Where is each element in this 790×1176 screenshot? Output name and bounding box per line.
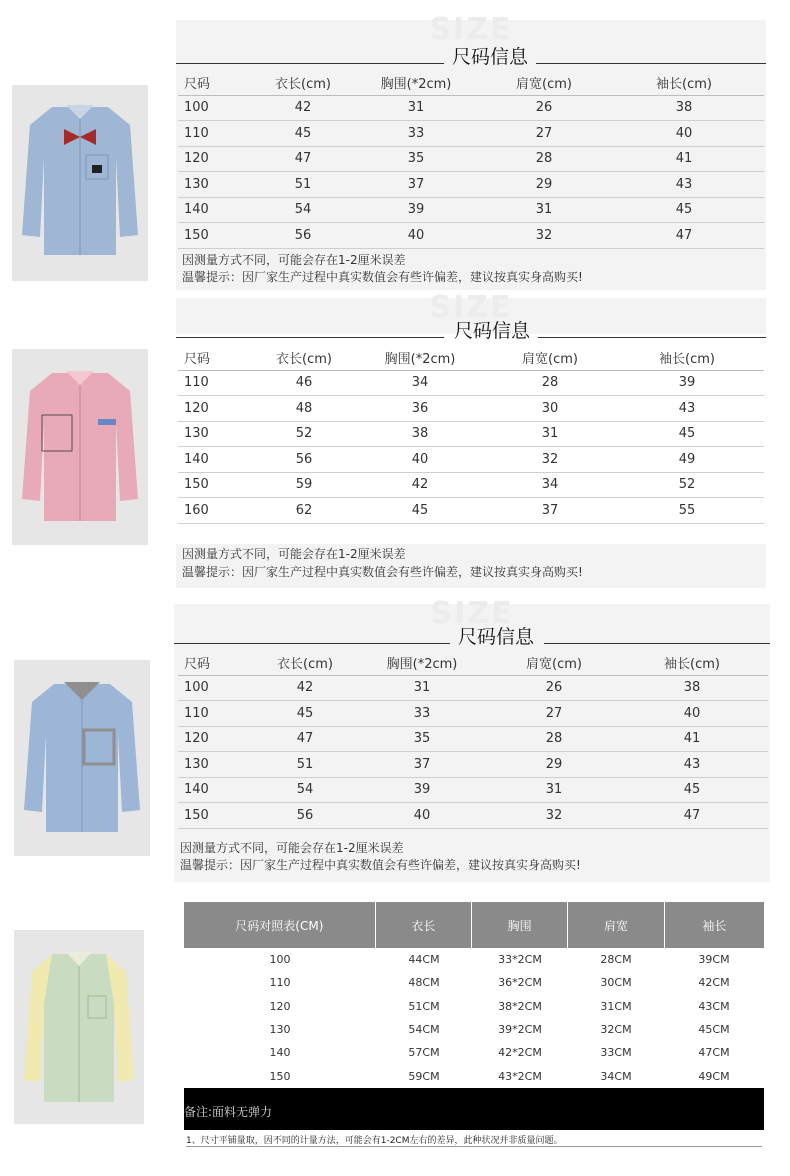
cell: 45CM (698, 1023, 730, 1037)
cell: 27 (484, 121, 604, 147)
size-block-1 (176, 12, 766, 290)
cell: 42 (350, 472, 490, 498)
size-table (178, 70, 764, 249)
cell: 150 (178, 472, 258, 498)
cell: 39 (610, 370, 764, 396)
cell: 57CM (408, 1046, 440, 1060)
size-title: 尺码信息 (454, 320, 531, 342)
cell: 38 (350, 421, 490, 447)
shirt-illustration (12, 85, 148, 281)
header-cell: 衣长(cm) (258, 650, 352, 675)
cell: 51 (258, 172, 348, 198)
cell: 48 (258, 396, 350, 422)
table-row (184, 1064, 764, 1087)
measurement-note: 因测量方式不同，可能会存在1-2厘米误差 (182, 253, 406, 267)
blue-shirt-bowtie-photo (12, 85, 148, 281)
size-watermark: SIZE (429, 12, 513, 47)
cell: 28 (492, 726, 616, 752)
cell: 37 (348, 172, 484, 198)
cell: 29 (492, 752, 616, 778)
header-cell: 肩宽 (568, 902, 664, 948)
cell: 51CM (408, 999, 440, 1013)
table-row (178, 197, 764, 223)
table-row (178, 172, 764, 198)
size-block-4 (184, 902, 764, 1158)
cell: 130 (178, 172, 258, 198)
cell: 40 (616, 701, 768, 727)
tip-note: 温馨提示：因厂家生产过程中真实数值会有些许偏差，建议按真实身高购买! (182, 565, 583, 579)
cell: 47CM (698, 1046, 730, 1060)
cell: 150 (269, 1069, 291, 1083)
cell: 47 (604, 223, 764, 249)
cell: 35 (348, 146, 484, 172)
size-block-3 (174, 596, 770, 882)
cell: 28 (484, 146, 604, 172)
cell: 30 (490, 396, 610, 422)
header-cell: 胸围(*2cm) (352, 650, 492, 675)
cell: 36 (350, 396, 490, 422)
table-row (178, 95, 764, 121)
cell: 31 (490, 421, 610, 447)
table-row (178, 726, 768, 752)
cell: 100 (178, 675, 258, 701)
cell: 55 (610, 498, 764, 524)
header-cell: 胸围(*2cm) (350, 345, 490, 370)
table-row (178, 777, 768, 803)
cell: 42 (258, 675, 352, 701)
table-row (178, 121, 764, 147)
cell: 43 (610, 396, 764, 422)
header-cell: 胸围(*2cm) (348, 70, 484, 95)
cell: 40 (348, 223, 484, 249)
cell: 59 (258, 472, 350, 498)
cell: 140 (178, 777, 258, 803)
cell: 46 (258, 370, 350, 396)
cell: 30CM (600, 976, 632, 990)
cell: 31 (352, 675, 492, 701)
table-row (178, 146, 764, 172)
cell: 33*2CM (498, 953, 542, 967)
cell: 140 (269, 1046, 291, 1060)
measurement-note: 因测量方式不同，可能会存在1-2厘米误差 (182, 547, 406, 561)
cell: 54CM (408, 1023, 440, 1037)
cell: 47 (258, 726, 352, 752)
size-watermark: SIZE (430, 596, 514, 631)
cell: 100 (178, 95, 258, 121)
cell: 130 (269, 1023, 291, 1037)
cell: 41 (604, 146, 764, 172)
cell: 31 (348, 95, 484, 121)
size-watermark: SIZE (429, 290, 513, 325)
cell: 36*2CM (498, 976, 542, 990)
cell: 160 (178, 498, 258, 524)
table-row (184, 971, 764, 994)
cell: 42 (258, 95, 348, 121)
cell: 26 (492, 675, 616, 701)
cell: 41 (616, 726, 768, 752)
cell: 33CM (600, 1046, 632, 1060)
table-row (178, 421, 764, 447)
measurement-footnote: 1、尺寸平铺量取，因不同的计量方法，可能会有1-2CM左右的差异，此种状况并非质量问题。 (186, 1133, 762, 1147)
cell: 34CM (600, 1069, 632, 1083)
table-row (178, 447, 764, 473)
header-cell: 胸围 (472, 902, 568, 948)
tip-note: 温馨提示：因厂家生产过程中真实数值会有些许偏差，建议按真实身高购买! (182, 270, 583, 284)
size-table (178, 345, 764, 524)
cell: 120 (178, 146, 258, 172)
table-header-row (178, 650, 768, 675)
cell: 56 (258, 223, 348, 249)
header-cell: 衣长(cm) (258, 345, 350, 370)
cell: 120 (178, 396, 258, 422)
header-cell: 袖长(cm) (610, 345, 764, 370)
cell: 130 (178, 421, 258, 447)
cell: 52 (258, 421, 350, 447)
fabric-remark: 备注:面料无弹力 (184, 1105, 273, 1119)
cell: 39 (348, 197, 484, 223)
cell: 43CM (698, 999, 730, 1013)
header-cell: 尺码 (178, 70, 258, 95)
cell: 45 (616, 777, 768, 803)
cell: 39 (352, 777, 492, 803)
table-row (184, 1018, 764, 1041)
cell: 56 (258, 803, 352, 829)
shirt-illustration (12, 349, 148, 545)
cell: 38 (604, 95, 764, 121)
table-header-row (178, 70, 764, 95)
remark-bar (184, 1088, 764, 1130)
cell: 45 (350, 498, 490, 524)
cell: 54 (258, 777, 352, 803)
header-cell: 衣长(cm) (258, 70, 348, 95)
table-row (178, 701, 768, 727)
table-row (178, 752, 768, 778)
header-cell: 肩宽(cm) (492, 650, 616, 675)
cell: 42CM (698, 976, 730, 990)
cell: 110 (269, 976, 291, 990)
cell: 31CM (600, 999, 632, 1013)
cell: 45 (258, 701, 352, 727)
table-row (184, 948, 764, 971)
table-header-row (178, 345, 764, 370)
cell: 39*2CM (498, 1023, 542, 1037)
table-row (178, 223, 764, 249)
cell: 34 (350, 370, 490, 396)
cell: 35 (352, 726, 492, 752)
cell: 52 (610, 472, 764, 498)
size-chart-header (184, 902, 764, 948)
header-cell: 袖长 (702, 918, 727, 933)
cell: 34 (490, 472, 610, 498)
cell: 43 (616, 752, 768, 778)
table-row (184, 995, 764, 1018)
header-cell: 袖长(cm) (604, 70, 764, 95)
cell: 56 (258, 447, 350, 473)
cell: 40 (350, 447, 490, 473)
cell: 54 (258, 197, 348, 223)
cell: 110 (178, 370, 258, 396)
cell: 31 (484, 197, 604, 223)
header-cell: 肩宽(cm) (490, 345, 610, 370)
cell: 32 (490, 447, 610, 473)
cell: 29 (484, 172, 604, 198)
cell: 27 (492, 701, 616, 727)
shirt-illustration (14, 660, 150, 856)
cell: 49 (610, 447, 764, 473)
cell: 37 (352, 752, 492, 778)
table-row (184, 1041, 764, 1064)
table-row (178, 803, 768, 829)
header-cell: 袖长(cm) (616, 650, 768, 675)
cell: 150 (178, 803, 258, 829)
cell: 62 (258, 498, 350, 524)
green-yellow-shirt-photo (14, 930, 144, 1124)
size-chart-table (184, 948, 764, 1088)
header-cell: 肩宽(cm) (484, 70, 604, 95)
blue-gray-collar-shirt-photo (14, 660, 150, 856)
table-row (178, 396, 764, 422)
header-cell: 尺码 (178, 345, 258, 370)
table-row (178, 370, 764, 396)
cell: 51 (258, 752, 352, 778)
cell: 49CM (698, 1069, 730, 1083)
cell: 150 (178, 223, 258, 249)
cell: 140 (178, 197, 258, 223)
cell: 43*2CM (498, 1069, 542, 1083)
cell: 28 (490, 370, 610, 396)
cell: 48CM (408, 976, 440, 990)
cell: 26 (484, 95, 604, 121)
cell: 32 (484, 223, 604, 249)
cell: 28CM (600, 953, 632, 967)
cell: 43 (604, 172, 764, 198)
cell: 39CM (698, 953, 730, 967)
cell: 38 (616, 675, 768, 701)
table-row (178, 472, 764, 498)
table-row (178, 675, 768, 701)
tip-note: 温馨提示：因厂家生产过程中真实数值会有些许偏差，建议按真实身高购买! (180, 858, 581, 872)
cell: 45 (610, 421, 764, 447)
header-cell: 尺码对照表(CM) (184, 902, 376, 948)
pink-shirt-photo (12, 349, 148, 545)
cell: 32CM (600, 1023, 632, 1037)
cell: 110 (178, 701, 258, 727)
cell: 110 (178, 121, 258, 147)
cell: 33 (348, 121, 484, 147)
cell: 40 (352, 803, 492, 829)
header-cell: 衣长 (376, 902, 472, 948)
cell: 47 (258, 146, 348, 172)
header-cell: 尺码 (178, 650, 258, 675)
cell: 38*2CM (498, 999, 542, 1013)
cell: 45 (604, 197, 764, 223)
size-table (178, 650, 768, 829)
cell: 31 (492, 777, 616, 803)
size-title: 尺码信息 (452, 46, 529, 68)
cell: 120 (269, 999, 291, 1013)
cell: 42*2CM (498, 1046, 542, 1060)
cell: 140 (178, 447, 258, 473)
cell: 40 (604, 121, 764, 147)
cell: 33 (352, 701, 492, 727)
cell: 120 (178, 726, 258, 752)
cell: 37 (490, 498, 610, 524)
cell: 100 (269, 953, 291, 967)
cell: 44CM (408, 953, 440, 967)
cell: 32 (492, 803, 616, 829)
size-block-2 (176, 290, 766, 588)
cell: 45 (258, 121, 348, 147)
shirt-illustration (14, 930, 144, 1124)
measurement-note: 因测量方式不同，可能会存在1-2厘米误差 (180, 841, 404, 855)
table-row (178, 498, 764, 524)
cell: 130 (178, 752, 258, 778)
size-title: 尺码信息 (458, 626, 535, 648)
cell: 47 (616, 803, 768, 829)
cell: 59CM (408, 1069, 440, 1083)
